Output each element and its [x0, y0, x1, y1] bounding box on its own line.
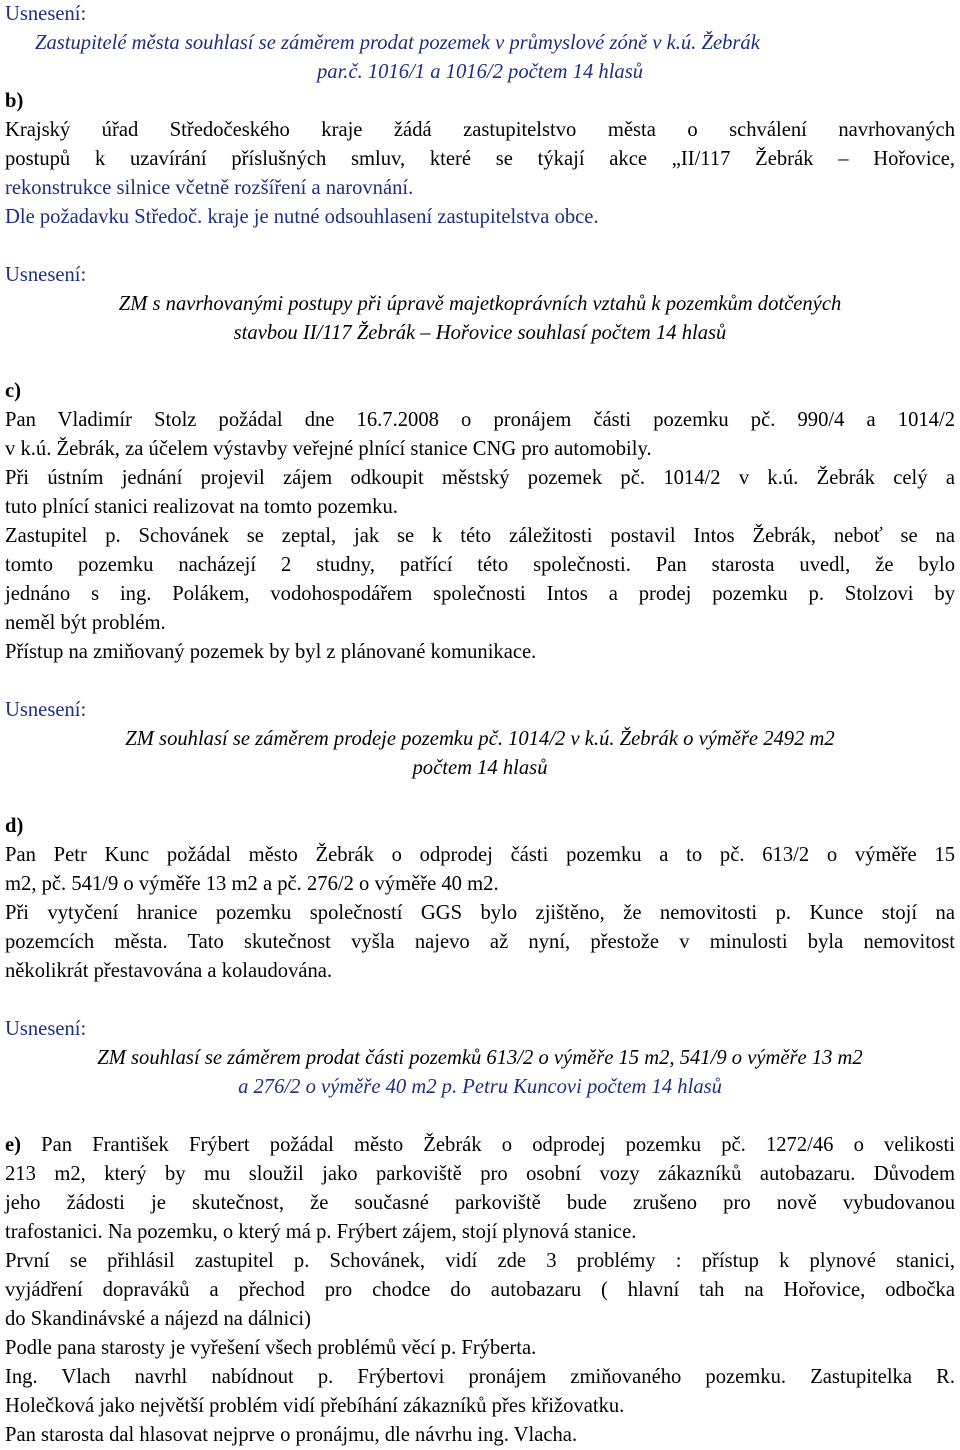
paragraph-line: Krajský úřad Středočeského kraje žádá zastupitelstvo města o schválení navrhovaných [5, 119, 955, 141]
resolution-text: par.č. 1016/1 a 1016/2 počtem 14 hlasů [316, 61, 644, 83]
resolution-text: a 276/2 o výměře 40 m2 p. Petru Kuncovi počtem 14 hlasů [238, 1076, 722, 1098]
paragraph-line: Při vytyčení hranice pozemku společností GGS bylo zjištěno, že nemovitosti p. Kunce stojí na [5, 902, 955, 924]
paragraph-line: Ing. Vlach navrhl nabídnout p. Frýbertovi pronájem zmiňovaného pozemku. Zastupitelka R. [5, 1366, 955, 1388]
resolution-text: ZM souhlasí se záměrem prodat části pozemků 613/2 o výměře 15 m2, 541/9 o výměře 13 m2 [97, 1047, 863, 1069]
paragraph-line: tuto plnící stanici realizovat na tomto pozemku. [5, 496, 398, 518]
paragraph-line: postupů k uzavírání příslušných smluv, které se týkají akce „II/117 Žebrák – Hořovice, [5, 148, 955, 170]
paragraph-line: vyjádření dopraváků a přechod pro chodce do autobazaru ( hlavní tah na Hořovice, odbočka [5, 1279, 955, 1301]
paragraph-line: m2, pč. 541/9 o výměře 13 m2 a pč. 276/2 o výměře 40 m2. [5, 873, 499, 895]
document-page [5, 0, 955, 1450]
paragraph-line: Dle požadavku Středoč. kraje je nutné odsouhlasení zastupitelstva obce. [5, 206, 599, 228]
section-label-d: d) [5, 815, 24, 837]
paragraph-line: několikrát přestavována a kolaudována. [5, 960, 333, 982]
paragraph-line: Přístup na zmiňovaný pozemek by byl z plánované komunikace. [5, 641, 537, 663]
resolution-text: počtem 14 hlasů [412, 757, 548, 779]
paragraph-line: pozemcích města. Tato skutečnost vyšla najevo až nyní, přestože v minulosti byla nemovitost [5, 931, 955, 953]
paragraph-line: neměl být problém. [5, 612, 166, 634]
section-label-e: e) [5, 1134, 21, 1156]
resolution-text: ZM souhlasí se záměrem prodeje pozemku pč. 1014/2 v k.ú. Žebrák o výměře 2492 m2 [125, 728, 835, 750]
paragraph-line: v k.ú. Žebrák, za účelem výstavby veřejné plnící stanice CNG pro automobily. [5, 438, 652, 460]
paragraph-line: 213 m2, který by mu sloužil jako parkoviště pro osobní vozy zákazníků autobazaru. Důvodem [5, 1163, 955, 1185]
paragraph-line: jednáno s ing. Polákem, vodohospodářem společnosti Intos a prodej pozemku p. Stolzovi by [5, 583, 955, 605]
resolution-label: Usnesení: [5, 699, 87, 721]
paragraph-line: trafostanici. Na pozemku, o který má p. Frýbert zájem, stojí plynová stanice. [5, 1221, 637, 1243]
paragraph-line: jeho žádosti je skutečnost, že současné parkoviště bude zrušeno pro nově vybudovanou [5, 1192, 955, 1214]
paragraph-line: rekonstrukce silnice včetně rozšíření a narovnání. [5, 177, 414, 199]
paragraph-line: Pan Petr Kunc požádal město Žebrák o odprodej části pozemku a to pč. 613/2 o výměře 15 [5, 844, 955, 866]
paragraph-line: Pan Vladimír Stolz požádal dne 16.7.2008 o pronájem části pozemku pč. 990/4 a 1014/2 [5, 409, 955, 431]
paragraph-line: Holečková jako největší problém vidí přebíhání zákazníků přes křižovatku. [5, 1395, 625, 1417]
paragraph-line: Podle pana starosty je vyřešení všech problémů věcí p. Frýberta. [5, 1337, 537, 1359]
paragraph-line: do Skandinávské a nájezd na dálnici) [5, 1308, 311, 1330]
resolution-label: Usnesení: [5, 264, 87, 286]
section-label-b: b) [5, 90, 24, 112]
paragraph-line: Pan starosta dal hlasovat nejprve o pronájmu, dle návrhu ing. Vlacha. [5, 1424, 578, 1446]
paragraph-line: tomto pozemku nacházejí 2 studny, patřící této společnosti. Pan starosta uvedl, že bylo [5, 554, 955, 576]
resolution-label: Usnesení: [5, 3, 87, 25]
resolution-label: Usnesení: [5, 1018, 87, 1040]
paragraph-line: Při ústním jednání projevil zájem odkoupit městský pozemek pč. 1014/2 v k.ú. Žebrák celý a [5, 467, 955, 489]
paragraph-line: Zastupitel p. Schovánek se zeptal, jak se k této záležitosti postavil Intos Žebrák, neboť se na [5, 525, 955, 547]
resolution-text: stavbou II/117 Žebrák – Hořovice souhlasí počtem 14 hlasů [233, 322, 727, 344]
resolution-text: ZM s navrhovanými postupy při úpravě majetkoprávních vztahů k pozemkům dotčených [118, 293, 842, 315]
paragraph-line [5, 1131, 955, 1160]
paragraph-text: Pan František Frýbert požádal město Žebrák o odprodej pozemku pč. 1272/46 o velikosti [21, 1134, 955, 1156]
paragraph-line: První se přihlásil zastupitel p. Schovánek, vidí zde 3 problémy : přístup k plynové stanici, [5, 1250, 955, 1272]
section-label-c: c) [5, 380, 21, 402]
resolution-text: Zastupitelé města souhlasí se záměrem prodat pozemek v průmyslové zóně v k.ú. Žebrák [35, 32, 760, 54]
